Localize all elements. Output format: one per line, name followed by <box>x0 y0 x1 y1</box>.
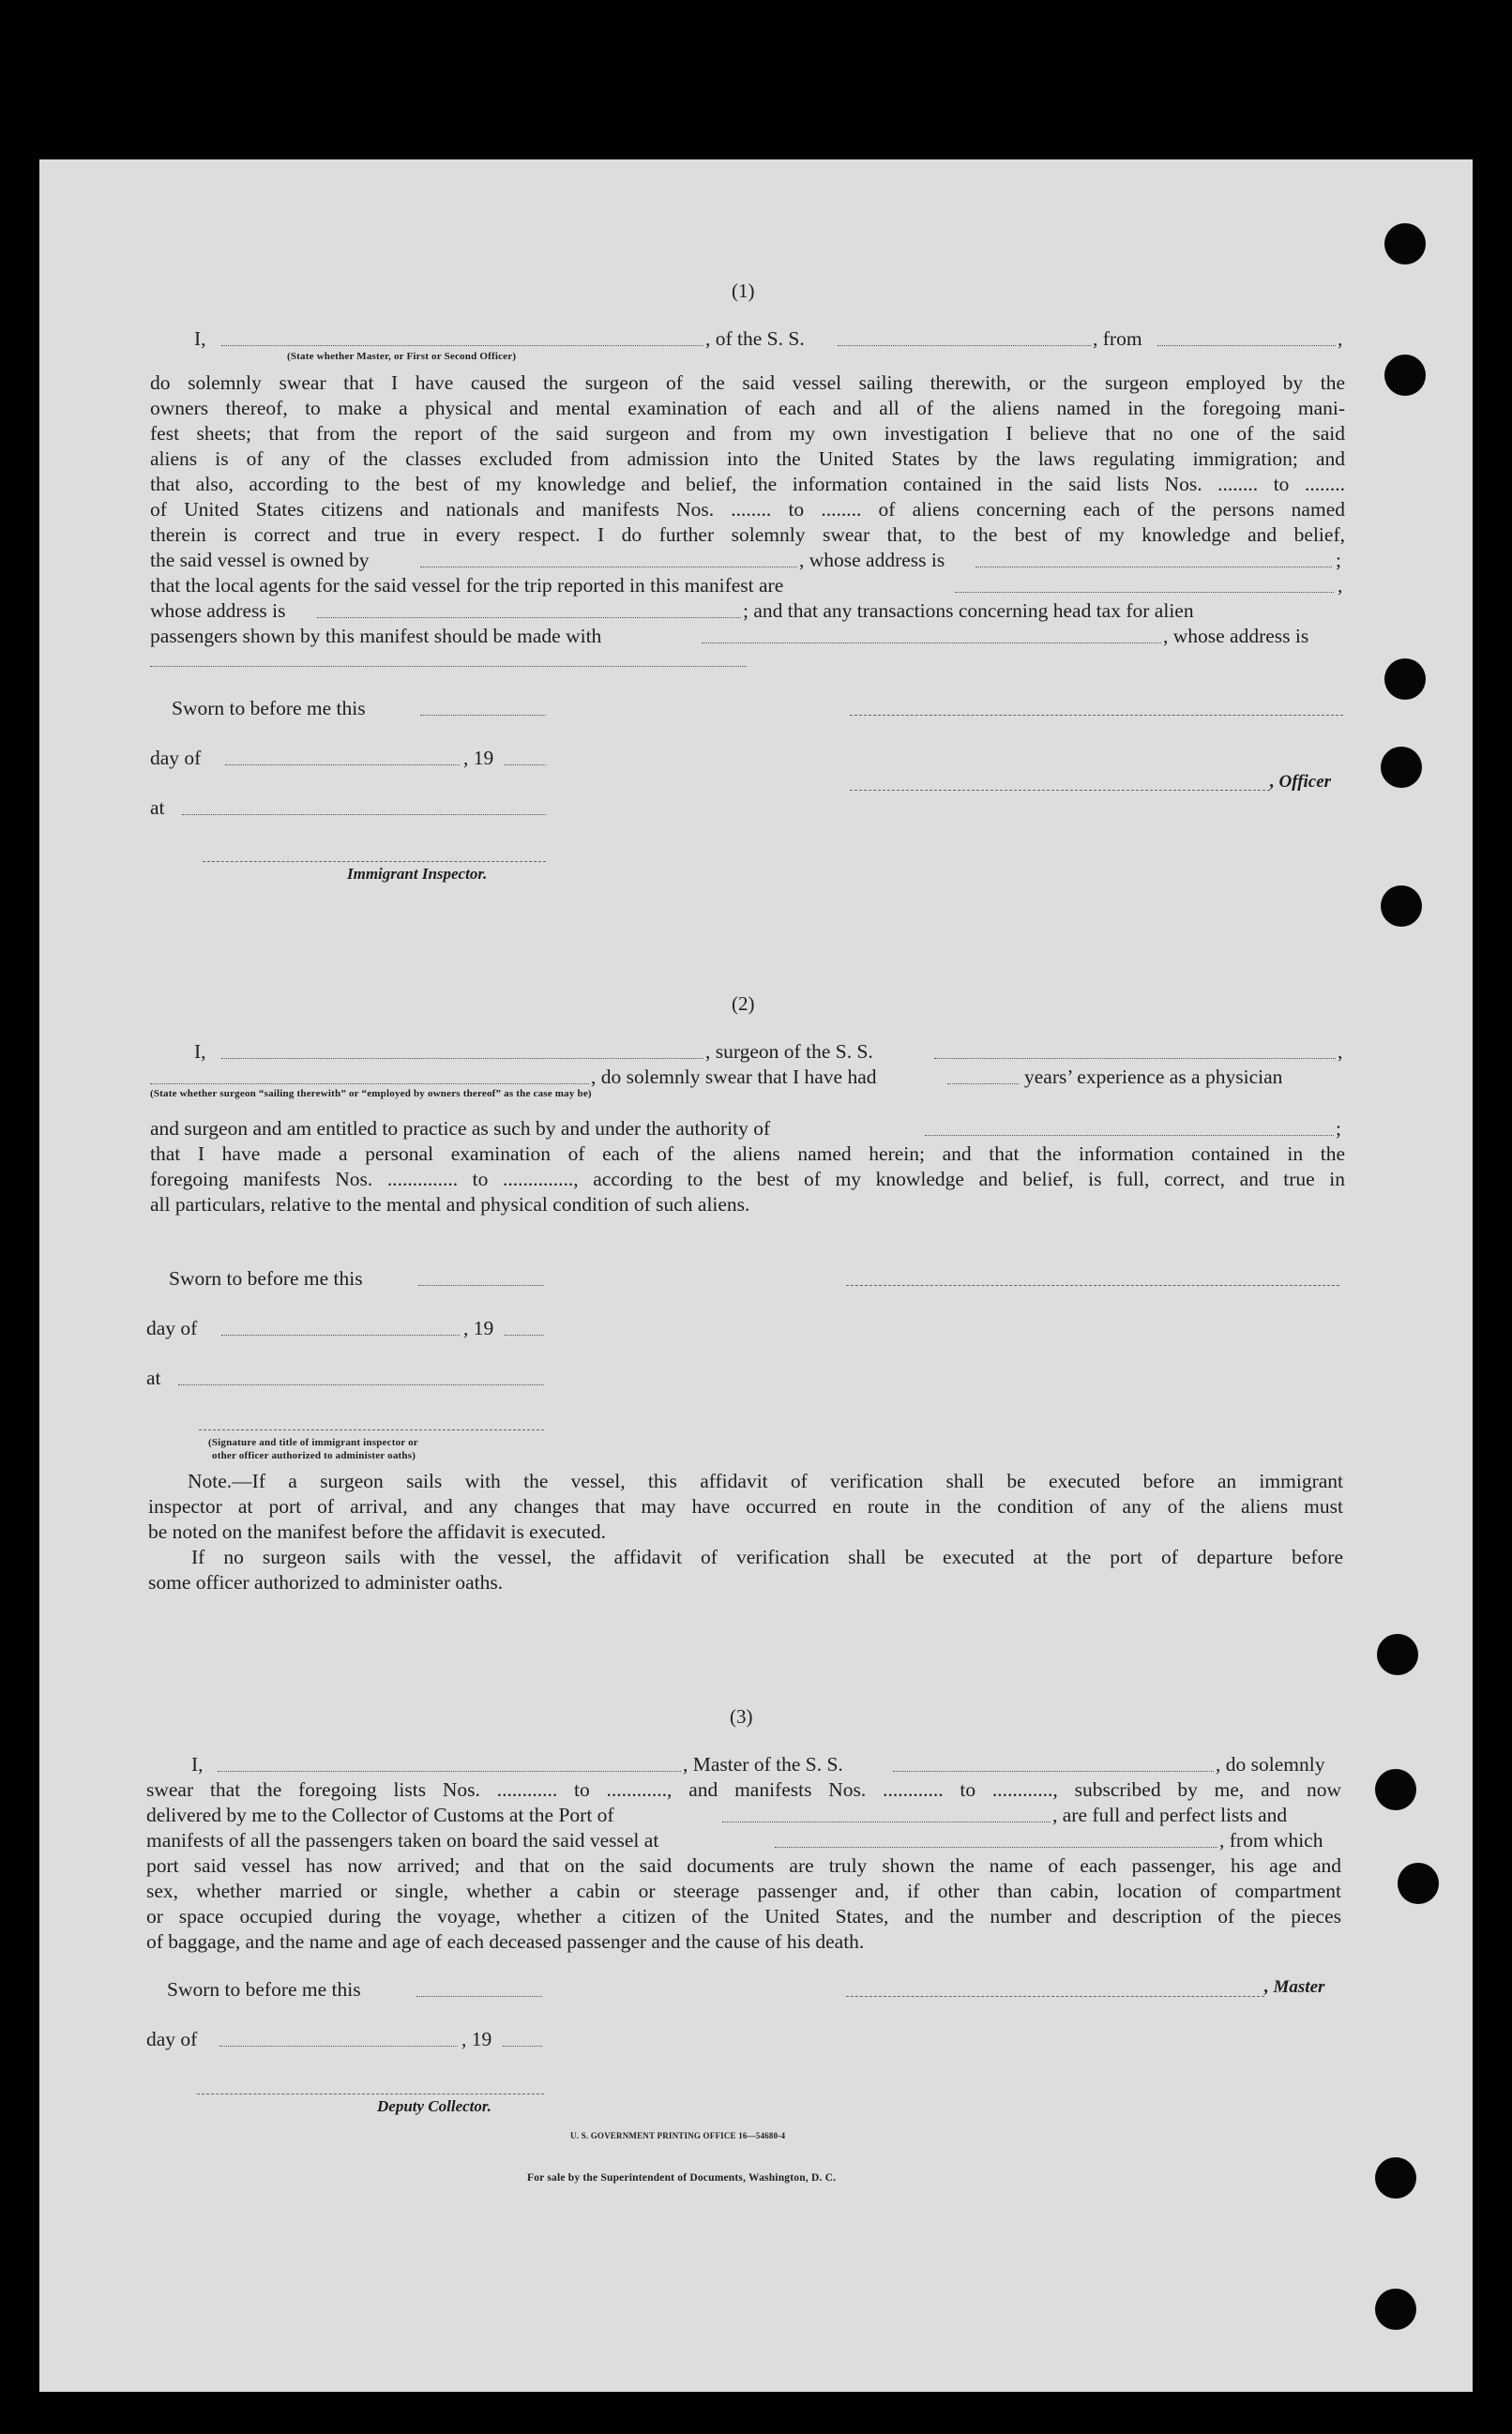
s1-inspector-line[interactable] <box>203 861 546 862</box>
s1-para-line: of United States citizens and nationals and manifests Nos. ........ to ........ of aliens concerning each of the persons named <box>150 498 1345 521</box>
s3-sworn-field[interactable] <box>416 1996 542 1997</box>
sale-notice: For sale by the Superintendent of Documents, Washington, D. C. <box>527 2172 837 2184</box>
binder-hole <box>1384 223 1426 265</box>
s2-day-field[interactable] <box>221 1335 460 1336</box>
s3-master: , Master <box>1264 1977 1325 1997</box>
s1-para-line: fest sheets; that from the report of the said surgeon and from my own investigation I believe that no one of the said <box>150 422 1345 445</box>
s1-year: , 19 <box>463 747 494 769</box>
s2-years-field[interactable] <box>947 1083 1019 1084</box>
s3-master-signature-line[interactable] <box>846 1996 1264 1997</box>
s1-semicolon: ; <box>1336 549 1341 571</box>
s2-para-line: all particulars, relative to the mental and physical condition of such aliens. <box>150 1193 750 1216</box>
s2-year-field[interactable] <box>505 1335 544 1336</box>
s3-sworn: Sworn to before me this <box>167 1978 361 2001</box>
binder-hole <box>1375 1769 1416 1810</box>
s1-year-field[interactable] <box>505 764 546 765</box>
s1-day-of: day of <box>150 747 202 769</box>
s2-para-line: foregoing manifests Nos. .............. to .............., according to the best of my knowledge and belief, is full, correct, and true in <box>150 1168 1345 1190</box>
s2-day-of: day of <box>146 1317 198 1339</box>
s1-agents-field[interactable] <box>955 592 1334 593</box>
s1-officer: , Officer <box>1270 772 1332 792</box>
s2-surgeon-name-field[interactable] <box>221 1058 703 1059</box>
s2-inspector-line[interactable] <box>199 1429 544 1430</box>
s2-swear: , do solemnly swear that I have had <box>591 1066 877 1088</box>
s2-para-line: that I have made a personal examination of each of the aliens named herein; and that the information contained in the <box>150 1142 1345 1165</box>
s1-whose-address: , whose address is <box>799 549 945 571</box>
s2-at: at <box>146 1367 161 1389</box>
s1-passengers: passengers shown by this manifest should be made with <box>150 625 602 647</box>
s1-officer-line[interactable] <box>850 790 1270 791</box>
s2-years: years’ experience as a physician <box>1024 1066 1283 1088</box>
section-3-number: (3) <box>730 1705 753 1728</box>
s1-agents: that the local agents for the said vessel for the trip reported in this manifest are <box>150 574 784 597</box>
s1-i: I, <box>194 327 206 350</box>
binder-hole <box>1377 1634 1418 1675</box>
binder-hole <box>1384 658 1426 700</box>
s1-at: at <box>150 796 165 819</box>
s2-sig-hint: other officer authorized to administer oaths) <box>212 1450 416 1461</box>
s2-sworn-field[interactable] <box>418 1285 544 1286</box>
binder-hole <box>1381 747 1422 788</box>
s2-note-line: inspector at port of arrival, and any changes that may have occurred en route in the condition of any of the aliens must <box>148 1495 1343 1518</box>
s2-note-line: Note.—If a surgeon sails with the vessel, this affidavit of verification shall be executed before an immigrant <box>188 1470 1343 1492</box>
s1-agent-address-field[interactable] <box>317 617 741 618</box>
s2-sailing-field[interactable] <box>150 1083 589 1084</box>
binder-hole <box>1384 355 1426 396</box>
s1-vessel-field[interactable] <box>838 345 1091 346</box>
s2-authority-field[interactable] <box>925 1135 1334 1136</box>
s3-i: I, <box>191 1753 204 1776</box>
s2-sworn: Sworn to before me this <box>169 1267 363 1290</box>
s2-note-line: If no surgeon sails with the vessel, the affidavit of verification shall be executed at the port of departure before <box>191 1546 1343 1568</box>
binder-hole <box>1398 1863 1439 1904</box>
s1-agent-address: whose address is <box>150 599 286 622</box>
s2-sig-hint: (Signature and title of immigrant inspector or <box>208 1437 418 1448</box>
s3-port-of: delivered by me to the Collector of Customs at the Port of <box>146 1804 614 1826</box>
s1-day-field[interactable] <box>225 764 460 765</box>
s3-master-name-field[interactable] <box>218 1771 681 1772</box>
s1-hint: (State whether Master, or First or Second Officer) <box>287 351 517 362</box>
s3-day-field[interactable] <box>219 2046 458 2047</box>
section-2-number: (2) <box>732 992 755 1015</box>
s3-para-line: port said vessel has now arrived; and that on the said documents are truly shown the name of each passenger, his age and <box>146 1854 1341 1877</box>
s2-semicolon: ; <box>1336 1117 1341 1140</box>
s1-comma2: , <box>1338 574 1343 597</box>
s2-signature-line[interactable] <box>846 1285 1339 1286</box>
s2-comma: , <box>1338 1040 1343 1063</box>
s3-taken-at-field[interactable] <box>775 1847 1217 1848</box>
s2-year: , 19 <box>463 1317 494 1339</box>
s1-at-field[interactable] <box>182 814 546 815</box>
s1-signature-line[interactable] <box>850 715 1343 716</box>
s1-para-line: aliens is of any of the classes excluded from admission into the United States by the laws regulating immigration; and <box>150 447 1345 470</box>
s3-para-line: swear that the foregoing lists Nos. ............ to ............, and manifests Nos. ............ to ............, subscribed by me, and now <box>146 1778 1341 1801</box>
s1-para-line: do solemnly swear that I have caused the surgeon of the said vessel sailing therewith, or the surgeon employed by the <box>150 371 1345 394</box>
binder-hole <box>1381 885 1422 927</box>
s1-para-line: therein is correct and true in every respect. I do further solemnly swear that, to the best of my knowledge and belief, <box>150 523 1345 546</box>
s2-hint: (State whether surgeon “sailing therewith” or “employed by owners thereof” as the case may be) <box>150 1088 592 1099</box>
s1-officer-field[interactable] <box>221 345 703 346</box>
s3-collector: Deputy Collector. <box>377 2097 491 2115</box>
s1-of-ss: , of the S. S. <box>705 327 805 350</box>
s1-inspector: Immigrant Inspector. <box>347 865 488 883</box>
s3-taken-at: manifests of all the passengers taken on board the said vessel at <box>146 1829 659 1852</box>
s1-owned-by: the said vessel is owned by <box>150 549 370 571</box>
binder-hole <box>1375 2289 1416 2330</box>
s1-headtax-address-field[interactable] <box>150 666 747 667</box>
s2-note-line: be noted on the manifest before the affidavit is executed. <box>148 1520 606 1543</box>
s2-authority: and surgeon and am entitled to practice as such by and under the authority of <box>150 1117 771 1140</box>
binder-hole <box>1375 2157 1416 2199</box>
s2-at-field[interactable] <box>178 1384 544 1385</box>
s1-sworn-field[interactable] <box>420 715 546 716</box>
s3-solemnly: , do solemnly <box>1216 1753 1325 1776</box>
s3-year: , 19 <box>461 2028 492 2050</box>
s3-para-line: sex, whether married or single, whether a cabin or steerage passenger and, if other than cabin, location of compartment <box>146 1880 1341 1902</box>
s2-vessel-field[interactable] <box>934 1058 1336 1059</box>
s3-day-of: day of <box>146 2028 198 2050</box>
s3-para-line: or space occupied during the voyage, whether a citizen of the United States, and the number and description of the pieces <box>146 1905 1341 1928</box>
s3-year-field[interactable] <box>503 2046 542 2047</box>
section-1-number: (1) <box>732 280 755 302</box>
s1-from: , from <box>1093 327 1142 350</box>
s3-from-which: , from which <box>1219 1829 1323 1852</box>
s1-para-line: that also, according to the best of my knowledge and belief, the information contained in the said lists Nos. ........ to ........ <box>150 473 1345 495</box>
s2-surgeon-of: , surgeon of the S. S. <box>705 1040 873 1063</box>
s1-sworn: Sworn to before me this <box>172 697 366 719</box>
s1-from-field[interactable] <box>1157 345 1336 346</box>
s2-note-line: some officer authorized to administer oaths. <box>148 1571 504 1594</box>
s1-head-tax: ; and that any transactions concerning head tax for alien <box>743 599 1194 622</box>
gpo-imprint: U. S. GOVERNMENT PRINTING OFFICE 16—54680-4 <box>570 2131 786 2140</box>
s1-comma: , <box>1338 327 1343 350</box>
s3-master-of: , Master of the S. S. <box>683 1753 843 1776</box>
s1-whose-address2: , whose address is <box>1163 625 1309 647</box>
s3-para-line: of baggage, and the name and age of each deceased passenger and the cause of his death. <box>146 1930 865 1953</box>
s1-para-line: owners thereof, to make a physical and mental examination of each and all of the aliens named in the foregoing mani- <box>150 397 1345 419</box>
s3-perfect-lists: , are full and perfect lists and <box>1052 1804 1288 1826</box>
s3-vessel-field[interactable] <box>893 1771 1214 1772</box>
s2-i: I, <box>194 1040 206 1063</box>
